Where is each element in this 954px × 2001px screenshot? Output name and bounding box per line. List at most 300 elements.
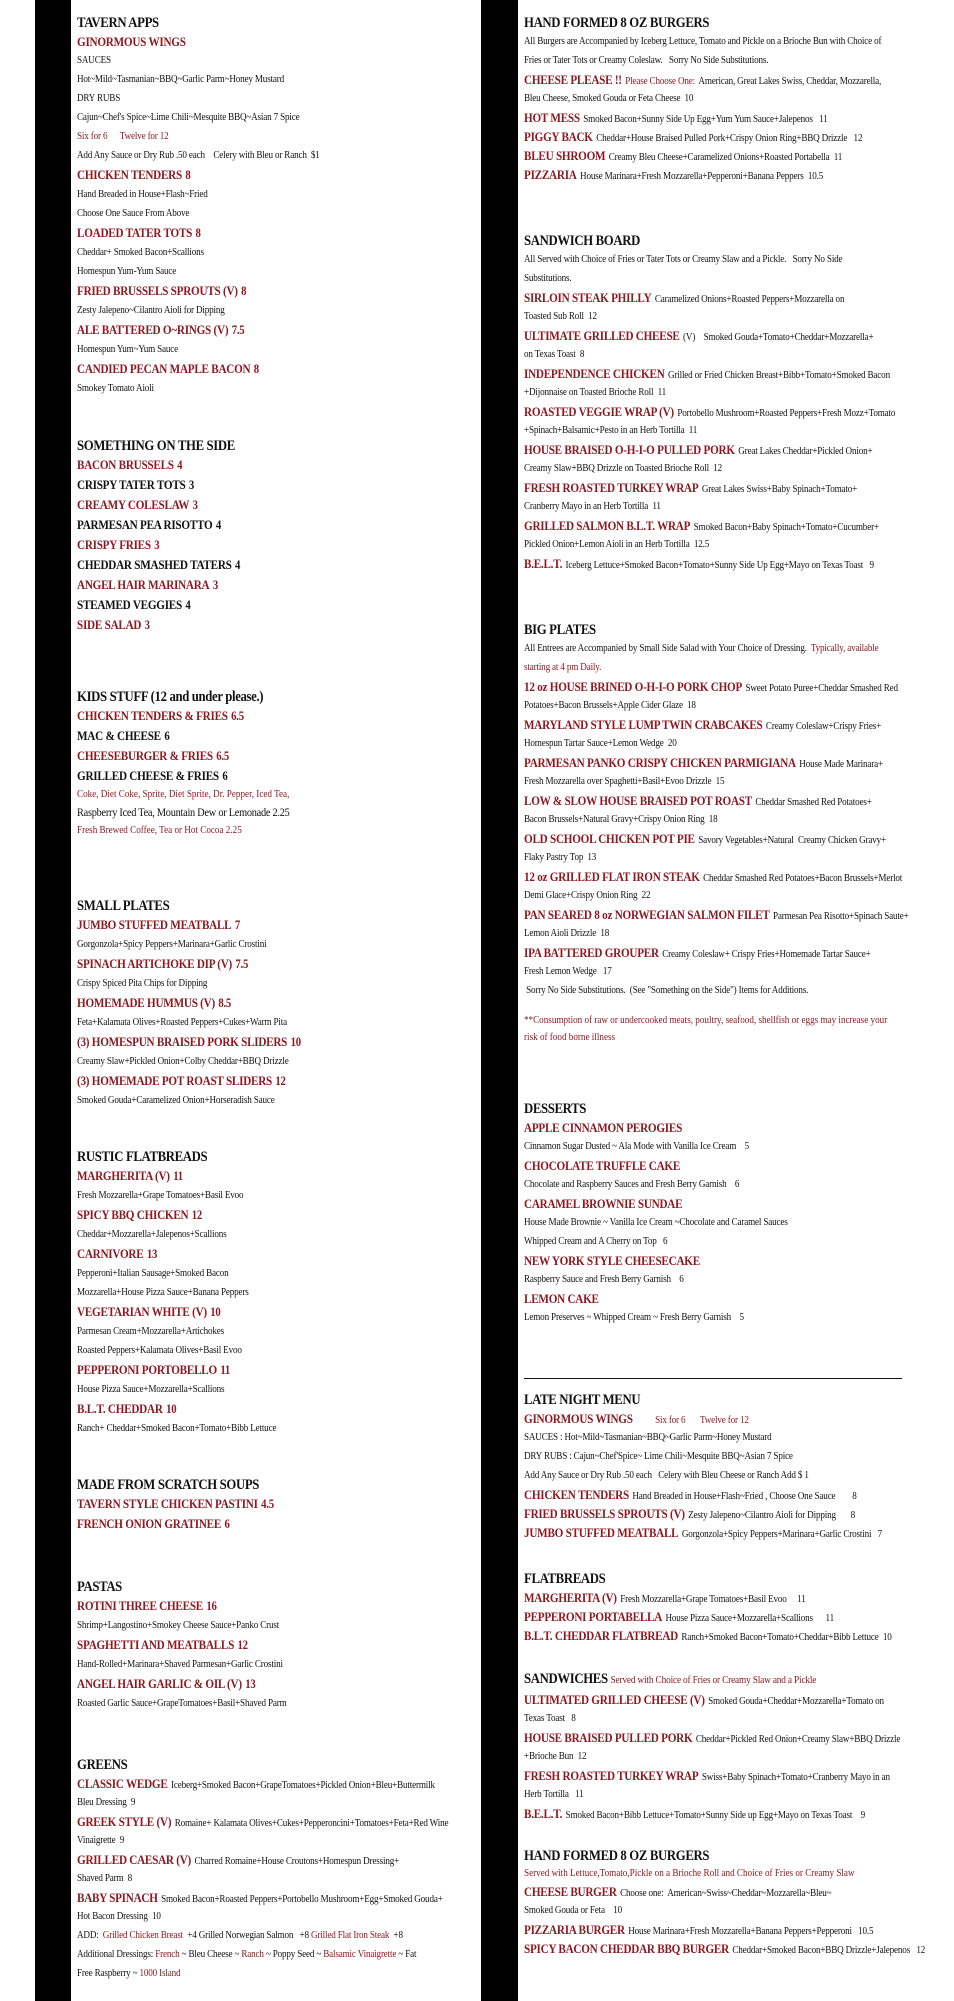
- item-name: HOT MESS: [524, 110, 580, 125]
- item-description: Smoked Bacon+Roasted Peppers+Portobello Mushroom+Egg+Smoked Gouda+: [161, 1894, 443, 1905]
- item-name: INDEPENDENCE CHICKEN: [524, 366, 665, 381]
- item-price: 10: [210, 1305, 221, 1319]
- item-name: CHEDDAR SMASHED TATERS: [77, 557, 232, 572]
- section-title: [524, 232, 876, 250]
- item-description: Fresh Lemon Wedge 17: [524, 966, 612, 977]
- menu-section-made-from-scratch-soups: [77, 1476, 472, 1534]
- menu-item: [77, 281, 417, 301]
- menu-item: [524, 1882, 868, 1901]
- section-title: [524, 1670, 876, 1690]
- menu-item: [77, 1888, 443, 1907]
- mixed-line: [524, 658, 868, 677]
- mixed-segment: ~ Poppy Seed ~: [263, 1949, 324, 1960]
- item-name: MARYLAND STYLE LUMP TWIN CRABCAKES: [524, 717, 763, 732]
- item-price: 6: [222, 769, 228, 783]
- menu-item: [524, 1118, 868, 1137]
- section-title-text: HAND FORMED 8 OZ BURGERS: [524, 1848, 710, 1864]
- item-description: Smoked Bacon+Baby Spinach+Tomato+Cucumber+: [693, 522, 879, 533]
- menu-section-something-on-the-side: [77, 437, 472, 635]
- menu-section-tavern-apps: [77, 14, 472, 398]
- red-note: Served with Lettuce,Tomato,Pickle on a Brioche Roll and Choice of Fries or Creamy Slaw: [524, 1868, 855, 1879]
- menu-item: [77, 1494, 417, 1514]
- menu-item: [524, 364, 890, 383]
- menu-item: [77, 475, 417, 495]
- item-name: CRISPY FRIES: [77, 537, 151, 552]
- item-name: FRESH ROASTED TURKEY WRAP: [524, 1768, 699, 1783]
- item-name: ANGEL HAIR MARINARA: [77, 577, 210, 592]
- section-title-text: SANDWICH BOARD: [524, 233, 640, 249]
- menu-item: [77, 1399, 417, 1419]
- menu-item: [524, 1728, 901, 1747]
- item-description: Ranch+ Cheddar+Smoked Bacon+Tomato+Bibb Lettuce: [77, 1423, 277, 1434]
- mixed-line: [77, 1926, 417, 1945]
- item-description: Fresh Mozzarella over Spaghetti+Basil+Evoo Drizzle 15: [524, 776, 725, 787]
- item-description: All Served with Choice of Fries or Tater Tots or Creamy Slaw and a Pickle. Sorry No Side: [524, 254, 843, 265]
- item-name: SPINACH ARTICHOKE DIP (V): [77, 956, 232, 971]
- item-description: Smoked Bacon+Bibb Lettuce+Tomato+Sunny Side up Egg+Mayo on Texas Toast 9: [565, 1810, 866, 1821]
- item-name: STEAMED VEGGIES: [77, 597, 182, 612]
- item-description: SAUCES : Hot~Mild~Tasmanian~BBQ~Garlic Parm~Honey Mustard: [524, 1432, 772, 1443]
- section-title-text: BIG PLATES: [524, 622, 596, 638]
- menu-item: [77, 1205, 417, 1225]
- item-name: JUMBO STUFFED MEATBALL: [524, 1525, 679, 1540]
- item-price: 16: [206, 1599, 217, 1613]
- menu-section-small-plates: [77, 897, 472, 1110]
- item-name: FRENCH ONION GRATINEE: [77, 1516, 222, 1531]
- item-price: 7.5: [235, 957, 249, 971]
- menu-section-late-night-menu: [524, 1391, 924, 1542]
- menu-section-sandwiches: [524, 1670, 924, 1823]
- item-name: MAC & CHEESE: [77, 728, 161, 743]
- item-name: SPICY BBQ CHICKEN: [77, 1207, 189, 1222]
- menu-item: [77, 615, 417, 635]
- item-description: Creamy Bleu Cheese+Caramelized Onions+Roasted Portabella 11: [608, 152, 843, 163]
- mixed-segment: starting at 4 pm Daily.: [524, 662, 602, 673]
- item-name: BABY SPINACH: [77, 1890, 158, 1905]
- item-description: Fresh Mozzarella+Grape Tomatoes+Basil Evoo 11: [620, 1594, 806, 1605]
- spacer: [524, 1000, 924, 1012]
- item-description: Hot Bacon Dressing 10: [77, 1911, 161, 1922]
- item-description: Roasted Garlic Sauce+GrapeTomatoes+Basil+Shaved Parm: [77, 1698, 287, 1709]
- menu-item: [77, 575, 417, 595]
- item-description: Bleu Dressing 9: [77, 1797, 136, 1808]
- item-name: ROTINI THREE CHEESE: [77, 1598, 203, 1613]
- section-title-text: LATE NIGHT MENU: [524, 1392, 641, 1408]
- mixed-segment: French: [155, 1949, 180, 1960]
- section-title-text: MADE FROM SCRATCH SOUPS: [77, 1477, 260, 1493]
- item-note: Please Choose One:: [625, 76, 695, 87]
- menu-item: [77, 1774, 435, 1793]
- item-description: All Burgers are Accompanied by Iceberg Lettuce, Tomato and Pickle on a Brioche Bun with Choice of: [524, 36, 882, 47]
- item-description: Homespun Yum-Yum Sauce: [77, 266, 177, 277]
- item-description: Smoked Gouda or Feta 10: [524, 1905, 623, 1916]
- menu-item: [524, 677, 898, 696]
- item-description: Mozzarella+House Pizza Sauce+Banana Peppers: [77, 1287, 249, 1298]
- menu-item: [524, 478, 868, 497]
- item-description: +Brioche Bun 12: [524, 1751, 587, 1762]
- item-name: JUMBO STUFFED MEATBALL: [77, 917, 232, 932]
- menu-item: [524, 440, 873, 459]
- menu-item: [524, 165, 868, 184]
- item-description: Swiss+Baby Spinach+Tomato+Cranberry Mayo in an: [701, 1772, 890, 1783]
- item-description: Great Lakes Cheddar+Pickled Onion+: [738, 446, 873, 457]
- menu-item: [77, 1302, 417, 1322]
- item-name: B.E.L.T.: [524, 556, 563, 571]
- menu-item: [524, 146, 868, 165]
- item-price: 3: [144, 618, 150, 632]
- menu-item: [77, 32, 417, 51]
- item-price: 8: [253, 362, 259, 376]
- item-name: ANGEL HAIR GARLIC & OIL (V): [77, 1676, 242, 1691]
- item-name: CREAMY COLESLAW: [77, 497, 190, 512]
- item-description: Choose one: American~Swiss~Cheddar~Mozzarella~Bleu~: [620, 1888, 832, 1899]
- menu-item: [77, 595, 417, 615]
- item-description: SAUCES: [77, 55, 111, 66]
- menu-section-kids-stuff-12-and-under-please: [77, 688, 472, 839]
- section-title-text: SMALL PLATES: [77, 898, 170, 914]
- item-name: PIZZARIA BURGER: [524, 1922, 625, 1937]
- item-price: 10: [290, 1035, 301, 1049]
- menu-item: [524, 791, 872, 810]
- menu-item: [524, 1504, 868, 1523]
- menu-item: [77, 706, 417, 726]
- section-title: [524, 14, 876, 32]
- item-description: Toasted Sub Roll 12: [524, 311, 597, 322]
- item-description: Iceberg Lettuce+Smoked Bacon+Tomato+Sunny Side Up Egg+Mayo on Texas Toast 9: [565, 560, 874, 571]
- item-description: Shrimp+Langostino+Smokey Cheese Sauce+Panko Crust: [77, 1620, 280, 1631]
- menu-item: [77, 915, 417, 935]
- item-name: BACON BRUSSELS: [77, 457, 174, 472]
- item-price: 3: [212, 578, 218, 592]
- menu-item: [524, 1920, 874, 1939]
- menu-item: [524, 1289, 868, 1308]
- menu-item: [524, 288, 868, 307]
- item-name: CHICKEN TENDERS: [524, 1487, 629, 1502]
- item-description: DRY RUBS : Cajun~Chef'Spice~ Lime Chili~Mesquite BBQ~Asian 7 Spice: [524, 1451, 793, 1462]
- menu-item: [524, 1485, 868, 1504]
- menu-item: [524, 402, 896, 421]
- item-price: 7.5: [231, 323, 245, 337]
- item-description: Herb Tortilla 11: [524, 1789, 584, 1800]
- item-name: B.L.T. CHEDDAR: [77, 1401, 163, 1416]
- item-name: PIZZARIA: [524, 167, 577, 182]
- item-price: 3: [192, 498, 198, 512]
- item-price: 8: [241, 284, 247, 298]
- menu-item: [524, 1251, 868, 1270]
- item-name: LOADED TATER TOTS: [77, 225, 193, 240]
- menu-section-rustic-flatbreads: [77, 1148, 472, 1438]
- item-price: 4: [177, 458, 183, 472]
- section-title-text: SANDWICHES: [524, 1671, 608, 1687]
- item-name: CHEESEBURGER & FRIES: [77, 748, 213, 763]
- item-description: Homespun Yum~Yum Sauce: [77, 344, 179, 355]
- item-description: Potatoes+Bacon Brussels+Apple Cider Glaze 18: [524, 700, 696, 711]
- item-name: SIRLOIN STEAK PHILLY: [524, 290, 652, 305]
- item-price: 8: [185, 168, 191, 182]
- menu-line: [77, 803, 417, 822]
- section-title-text: SOMETHING ON THE SIDE: [77, 438, 235, 454]
- section-title-text: PASTAS: [77, 1579, 122, 1595]
- menu-item: [77, 1032, 417, 1052]
- item-name: GINORMOUS WINGS: [77, 34, 186, 49]
- item-description: House Made Brownie ~ Vanilla Ice Cream ~Chocolate and Caramel Sauces: [524, 1217, 788, 1228]
- item-price: 12: [191, 1208, 203, 1222]
- item-description: Sorry No Side Substitutions. (See "Something on the Side") Items for Additions.: [524, 985, 809, 996]
- menu-item: [524, 829, 887, 848]
- item-description: Lemon Preserves ~ Whipped Cream ~ Fresh Berry Garnish 5: [524, 1312, 744, 1323]
- item-name: B.L.T. CHEDDAR FLATBREAD: [524, 1628, 678, 1643]
- menu-item: [524, 516, 879, 535]
- item-name: CHICKEN TENDERS: [77, 167, 182, 182]
- item-description: Roasted Peppers+Kalamata Olives+Basil Evoo: [77, 1345, 242, 1356]
- item-description: Feta+Kalamata Olives+Roasted Peppers+Cukes+Warm Pita: [77, 1017, 288, 1028]
- menu-item: [524, 1607, 868, 1626]
- item-description: Pickled Onion+Lemon Aioli in an Herb Tortilla 12.5: [524, 539, 710, 550]
- menu-item: [524, 1409, 868, 1428]
- mixed-segment: Grilled Flat Iron Steak: [311, 1930, 390, 1941]
- mixed-line: [77, 1945, 417, 1964]
- item-description: Hot~Mild~Tasmanian~BBQ~Garlic Parm~Honey Mustard: [77, 74, 285, 85]
- item-description: +Dijonnaise on Toasted Brioche Roll 11: [524, 387, 667, 398]
- section-title-text: KIDS STUFF (12 and under please.): [77, 689, 264, 705]
- item-description: Cheddar Smashed Red Potatoes+Bacon Brussels+Merlot: [703, 873, 903, 884]
- section-title-text: HAND FORMED 8 OZ BURGERS: [524, 15, 710, 31]
- section-title-text: TAVERN APPS: [77, 15, 159, 31]
- item-description: Choose One Sauce From Above: [77, 208, 190, 219]
- item-description: Cajun~Chef's Spice~Lime Chili~Mesquite BBQ~Asian 7 Spice: [77, 112, 300, 123]
- menu-item: [77, 1360, 417, 1380]
- section-title: [77, 1756, 425, 1774]
- item-name: PARMESAN PEA RISOTTO: [77, 517, 213, 532]
- item-description: Crispy Spiced Pita Chips for Dipping: [77, 978, 208, 989]
- item-description: Cranberry Mayo in an Herb Tortilla 11: [524, 501, 661, 512]
- item-name: HOUSE BRAISED O-H-I-O PULLED PORK: [524, 442, 735, 457]
- mixed-segment: Six for 6: [77, 131, 108, 142]
- item-name: 12 oz GRILLED FLAT IRON STEAK: [524, 869, 700, 884]
- menu-item: [524, 753, 883, 772]
- section-title-text: GREENS: [77, 1757, 128, 1773]
- item-description: Bacon Brussels+Natural Gravy+Crispy Onion Ring 18: [524, 814, 718, 825]
- item-name: APPLE CINNAMON PEROGIES: [524, 1120, 683, 1135]
- item-description: Cheddar+Mozzarella+Jalepenos+Scallions: [77, 1229, 227, 1240]
- item-description: House Pizza Sauce+Mozzarella+Scallions 11: [665, 1613, 834, 1624]
- menu-section-greens: [77, 1756, 472, 1983]
- mixed-segment: Twelve for 12: [107, 131, 169, 142]
- section-title: [524, 1847, 876, 1865]
- item-description: Ranch+Smoked Bacon+Tomato+Cheddar+Bibb Lettuce 10: [681, 1632, 892, 1643]
- section-title-text: RUSTIC FLATBREADS: [77, 1149, 208, 1165]
- item-description: +Spinach+Balsamic+Pesto in an Herb Tortilla 11: [524, 425, 698, 436]
- item-description: Hand Breaded in House+Flash~Fried: [77, 189, 208, 200]
- item-name: ROASTED VEGGIE WRAP (V): [524, 404, 674, 419]
- menu-item: [524, 70, 882, 89]
- item-name: NEW YORK STYLE CHEESECAKE: [524, 1253, 700, 1268]
- item-description: Homespun Tartar Sauce+Lemon Wedge 20: [524, 738, 677, 749]
- menu-item: [524, 127, 868, 146]
- item-name: GREEK STYLE (V): [77, 1814, 172, 1829]
- item-name: SIDE SALAD: [77, 617, 142, 632]
- item-name: SPICY BACON CHEDDAR BBQ BURGER: [524, 1941, 729, 1956]
- item-description: Zesty Jalepeno~Cilantro Aioli for Dipping: [77, 305, 225, 316]
- item-name: BLEU SHROOM: [524, 148, 606, 163]
- item-price: 6: [164, 729, 170, 743]
- item-name: GRILLED SALMON B.L.T. WRAP: [524, 518, 691, 533]
- menu-item: [77, 455, 417, 475]
- section-title: [524, 1570, 876, 1588]
- item-name: CRISPY TATER TOTS: [77, 477, 186, 492]
- mixed-segment: Typically, available: [810, 643, 879, 654]
- item-description: Creamy Slaw+BBQ Drizzle on Toasted Brioche Roll 12: [524, 463, 722, 474]
- item-description: Gorgonzola+Spicy Peppers+Marinara+Garlic Crostini: [77, 939, 267, 950]
- item-description: American, Great Lakes Swiss, Cheddar, Mozzarella,: [698, 76, 882, 87]
- menu-item: [77, 1514, 417, 1534]
- item-price: 11: [173, 1169, 183, 1183]
- menu-item: [77, 223, 417, 243]
- item-description: Bleu Cheese, Smoked Gouda or Feta Cheese 10: [524, 93, 694, 104]
- mixed-segment: Additional Dressings:: [77, 1949, 156, 1960]
- red-note: **Consumption of raw or undercooked meats, poultry, seafood, shellfish or eggs may increase your: [524, 1015, 888, 1026]
- late-night-divider: [524, 1378, 902, 1379]
- item-description: Fries or Tater Tots or Creamy Coleslaw. Sorry No Side Substitutions.: [524, 55, 769, 66]
- item-price: 6.5: [231, 709, 244, 723]
- item-description: Sweet Potato Puree+Cheddar Smashed Red: [745, 683, 898, 694]
- item-name: CANDIED PECAN MAPLE BACON: [77, 361, 251, 376]
- item-description: Raspberry Sauce and Fresh Berry Garnish 6: [524, 1274, 684, 1285]
- mixed-segment: +4 Grilled Norwegian Salmon +8: [183, 1930, 312, 1941]
- mixed-line: [77, 127, 417, 146]
- menu-item: [524, 905, 909, 924]
- menu-item: [77, 1166, 417, 1186]
- center-black-bar: [481, 0, 518, 2001]
- item-name: IPA BATTERED GROUPER: [524, 945, 659, 960]
- item-description: Romaine+ Kalamata Olives+Cukes+Pepperoncini+Tomatoes+Feta+Red Wine: [174, 1818, 449, 1829]
- item-description: Cinnamon Sugar Dusted ~ Ala Mode with Vanilla Ice Cream 5: [524, 1141, 749, 1152]
- item-name: CHICKEN TENDERS & FRIES: [77, 708, 228, 723]
- menu-item: [524, 554, 874, 573]
- menu-item: [77, 746, 417, 766]
- item-name: ULTIMATED GRILLED CHEESE (V): [524, 1692, 705, 1707]
- item-description: on Texas Toast 8: [524, 349, 585, 360]
- item-description: House Marinara+Fresh Mozzarella+Pepperoni+Banana Peppers 10.5: [580, 171, 824, 182]
- item-name: GINORMOUS WINGS: [524, 1411, 633, 1426]
- item-price: 4: [215, 518, 222, 532]
- item-name: MARGHERITA (V): [524, 1590, 617, 1605]
- menu-item: [524, 1766, 890, 1785]
- section-title: [77, 437, 425, 455]
- item-name: ULTIMATE GRILLED CHEESE: [524, 328, 680, 343]
- mixed-segment: ~ Bleu Cheese ~: [179, 1949, 242, 1960]
- item-description: Parmesan Pea Risotto+Spinach Saute+: [772, 911, 909, 922]
- menu-item: [77, 954, 417, 974]
- item-description: Pepperoni+Italian Sausage+Smoked Bacon: [77, 1268, 229, 1279]
- menu-item: [77, 535, 417, 555]
- menu-section-hand-formed-8-oz-burgers: [524, 1847, 924, 1958]
- menu-item: [524, 1690, 884, 1709]
- item-description: Cheddar Smashed Red Potatoes+: [755, 797, 872, 808]
- menu-item: [77, 766, 417, 786]
- menu-section-flatbreads: [524, 1570, 924, 1645]
- item-description: Texas Toast 8: [524, 1713, 576, 1724]
- menu-item: [77, 1812, 449, 1831]
- red-note: Coke, Diet Coke, Sprite, Diet Sprite, Dr. Pepper, Iced Tea,: [77, 789, 290, 800]
- menu-section-big-plates: [524, 621, 924, 1046]
- item-name: FRIED BRUSSELS SPROUTS (V): [77, 283, 238, 298]
- item-price: 10: [166, 1402, 177, 1416]
- menu-item: [77, 359, 417, 379]
- item-name: 12 oz HOUSE BRINED O-H-I-O PORK CHOP: [524, 679, 743, 694]
- mixed-segment: 1000 Island: [139, 1968, 181, 1979]
- menu-item: [77, 1674, 417, 1694]
- item-price: 13: [245, 1677, 256, 1691]
- section-title-text: FLATBREADS: [524, 1571, 606, 1587]
- item-name: CHOCOLATE TRUFFLE CAKE: [524, 1158, 681, 1173]
- item-description: Creamy Slaw+Pickled Onion+Colby Cheddar+BBQ Drizzle: [77, 1056, 289, 1067]
- mixed-segment: ADD:: [77, 1930, 103, 1941]
- mixed-segment: All Entrees are Accompanied by Small Side Salad with Your Choice of Dressing.: [524, 643, 811, 654]
- item-name: OLD SCHOOL CHICKEN POT PIE: [524, 831, 695, 846]
- mixed-segment: Balsamic Vinaigrette: [323, 1949, 397, 1960]
- mixed-segment: ~ Fat: [396, 1949, 417, 1960]
- menu-item: [524, 108, 868, 127]
- menu-item: [524, 943, 871, 962]
- item-name: ALE BATTERED O~RINGS (V): [77, 322, 229, 337]
- item-description: Cheddar+ Smoked Bacon+Scallions: [77, 247, 204, 258]
- section-title-text: DESSERTS: [524, 1101, 586, 1117]
- item-description: (V) Smoked Gouda+Tomato+Cheddar+Mozzarella+: [683, 332, 874, 343]
- menu-item: [77, 1635, 417, 1655]
- menu-section-sandwich-board: [524, 232, 924, 573]
- section-title: [77, 14, 425, 32]
- item-name: PEPPERONI PORTABELLA: [524, 1609, 663, 1624]
- section-title: [524, 621, 876, 639]
- item-description: Smokey Tomato Aioli: [77, 383, 154, 394]
- item-description: Creamy Coleslaw+ Crispy Fries+Homemade Tartar Sauce+: [662, 949, 871, 960]
- item-name: PIGGY BACK: [524, 129, 593, 144]
- section-title: [77, 1578, 425, 1596]
- item-description: Substitutions.: [524, 273, 572, 284]
- item-description: Cheddar+House Braised Pulled Pork+Crispy Onion Ring+BBQ Drizzle 12: [596, 133, 863, 144]
- item-name: CHEESE BURGER: [524, 1884, 617, 1899]
- item-name: FRIED BRUSSELS SPROUTS (V): [524, 1506, 685, 1521]
- menu-item: [524, 1626, 892, 1645]
- item-description: Add Any Sauce or Dry Rub .50 each Celery with Bleu or Ranch $1: [77, 150, 320, 161]
- item-name: PARMESAN PANKO CRISPY CHICKEN PARMIGIANA: [524, 755, 796, 770]
- left-black-bar: [35, 0, 71, 2001]
- mixed-segment: Grilled Chicken Breast: [102, 1930, 184, 1941]
- item-name: CHEESE PLEASE !!: [524, 72, 622, 87]
- menu-item: [524, 1523, 883, 1542]
- item-description: House Made Marinara+: [799, 759, 883, 770]
- item-name: LEMON CAKE: [524, 1291, 599, 1306]
- item-name: TAVERN STYLE CHICKEN PASTINI: [77, 1496, 258, 1511]
- item-description: Cheddar+Pickled Red Onion+Creamy Slaw+BBQ Drizzle: [695, 1734, 901, 1745]
- mixed-line: [77, 1964, 417, 1983]
- item-price: 7: [234, 918, 240, 932]
- item-description: Zesty Jalepeno~Cilantro Aioli for Dipping 8: [688, 1510, 855, 1521]
- red-note: risk of food borne illness: [524, 1032, 616, 1043]
- mixed-segment: Ranch: [241, 1949, 264, 1960]
- item-name: VEGETARIAN WHITE (V): [77, 1304, 207, 1319]
- section-title: [77, 1476, 425, 1494]
- item-name: MARGHERITA (V): [77, 1168, 170, 1183]
- item-description: Whipped Cream and A Cherry on Top 6: [524, 1236, 668, 1247]
- item-description: Flaky Pastry Top 13: [524, 852, 597, 863]
- item-description: Smoked Gouda+Cheddar+Mozzarella+Tomato on: [708, 1696, 884, 1707]
- section-subtitle: Served with Choice of Fries or Creamy Slaw and a Pickle: [610, 1675, 817, 1686]
- menu-item: [524, 715, 882, 734]
- item-name: HOMEMADE HUMMUS (V): [77, 995, 215, 1010]
- mixed-segment: +8: [389, 1930, 403, 1941]
